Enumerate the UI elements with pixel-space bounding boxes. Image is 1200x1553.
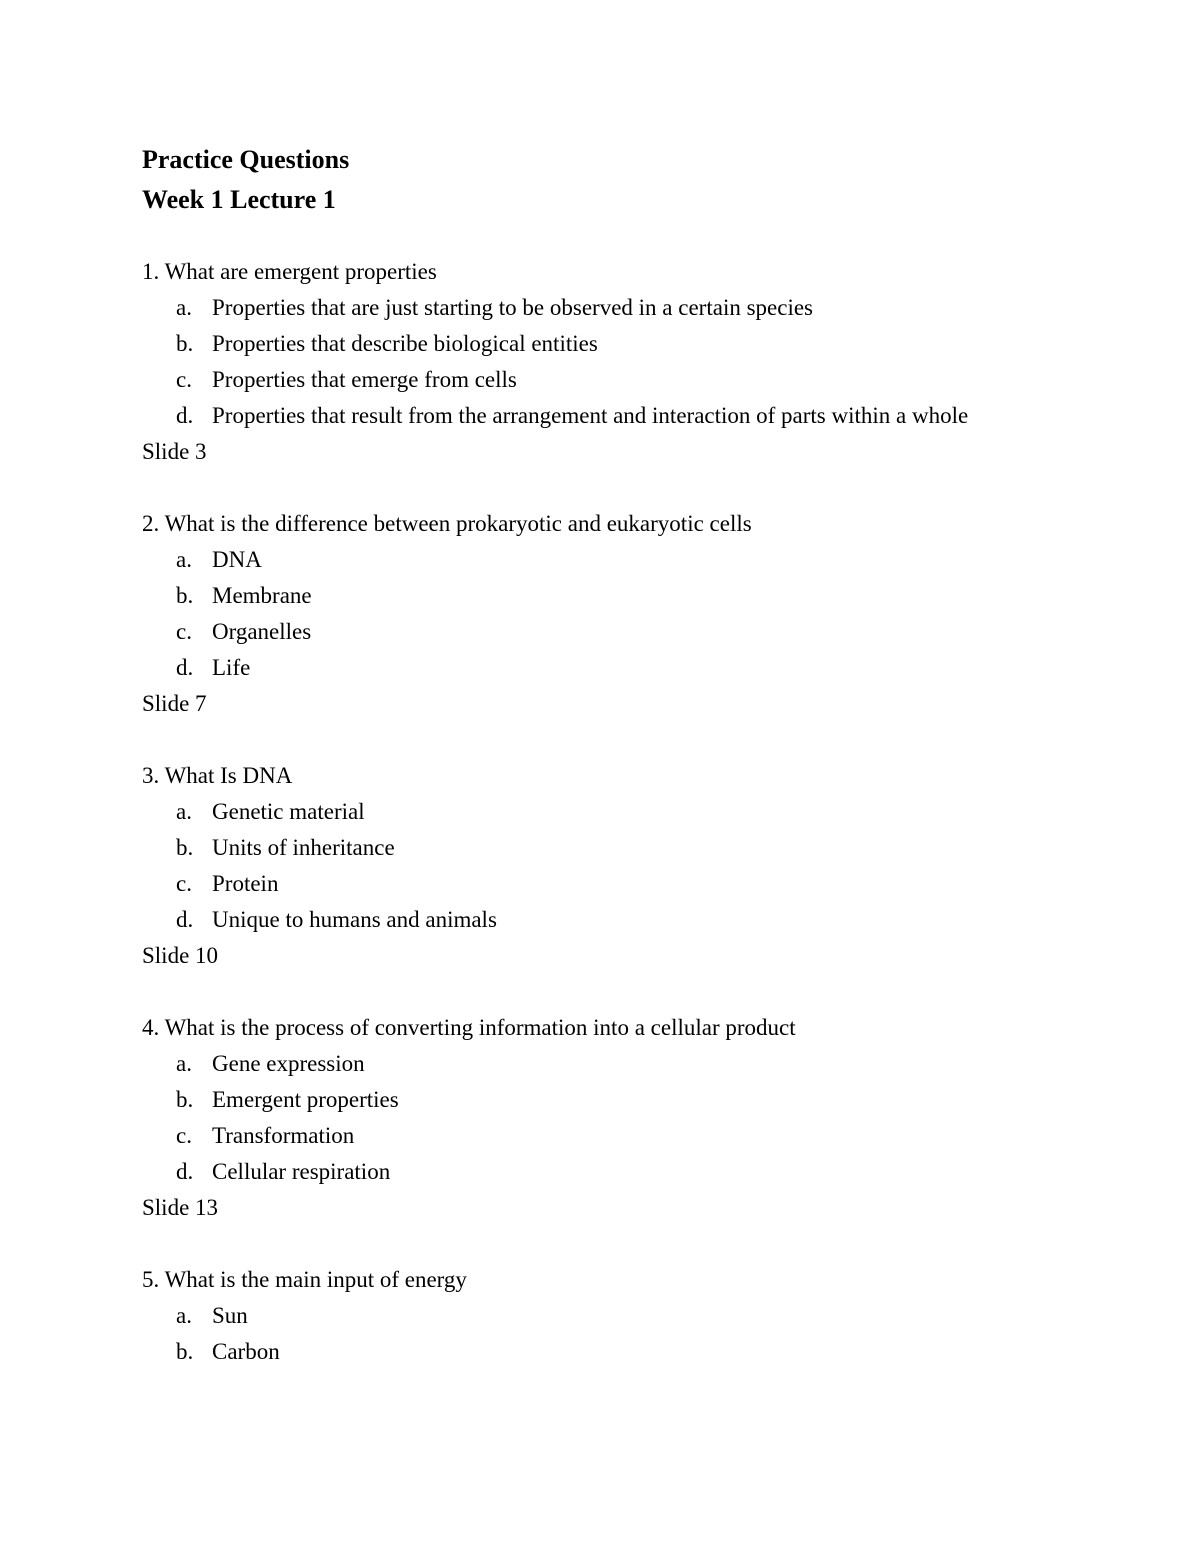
option-text: Gene expression [212, 1051, 365, 1076]
question-list [142, 254, 1062, 1370]
question-number: 1. [142, 259, 160, 284]
option-text: Cellular respiration [212, 1159, 391, 1184]
answer-option [142, 1334, 1042, 1370]
option-text: DNA [212, 547, 262, 572]
option-letter: a. [176, 295, 192, 320]
answer-option [142, 1082, 1042, 1118]
question-gap [142, 470, 1062, 506]
option-text: Properties that emerge from cells [212, 367, 517, 392]
option-letter: d. [176, 655, 194, 680]
answer-option [142, 326, 1042, 362]
answer-option [142, 398, 1042, 434]
option-letter: b. [176, 331, 194, 356]
question-text [142, 758, 1062, 794]
question-prompt: What is the difference between prokaryotic and eukaryotic cells [164, 511, 752, 536]
question-block [142, 254, 1062, 470]
answer-option [142, 650, 1042, 686]
option-letter: c. [176, 871, 192, 896]
option-text: Unique to humans and animals [212, 907, 497, 932]
option-text: Emergent properties [212, 1087, 399, 1112]
option-text: Life [212, 655, 251, 680]
question-text [142, 1262, 1062, 1298]
option-letter: a. [176, 1303, 192, 1328]
option-text: Transformation [212, 1123, 355, 1148]
slide-reference: Slide 10 [142, 943, 219, 968]
option-text: Properties that result from the arrangement and interaction of parts within a whole [212, 403, 969, 428]
option-text: Properties that describe biological entities [212, 331, 598, 356]
answer-option [142, 614, 1042, 650]
option-letter: b. [176, 1087, 194, 1112]
option-letter: b. [176, 1339, 194, 1364]
option-letter: a. [176, 799, 192, 824]
answer-options [142, 542, 1062, 686]
answer-option [142, 1154, 1042, 1190]
option-text: Properties that are just starting to be observed in a certain species [212, 295, 813, 320]
answer-option [142, 794, 1042, 830]
answer-option [142, 1046, 1042, 1082]
question-gap [142, 1226, 1062, 1262]
answer-options [142, 1046, 1062, 1190]
question-text [142, 1010, 1062, 1046]
question-number: 3. [142, 763, 160, 788]
option-text: Organelles [212, 619, 312, 644]
question-gap [142, 974, 1062, 1010]
question-gap [142, 722, 1062, 758]
question-block [142, 1010, 1062, 1226]
question-prompt: What is the process of converting information into a cellular product [164, 1015, 796, 1040]
question-prompt: What are emergent properties [164, 259, 437, 284]
slide-reference: Slide 7 [142, 691, 207, 716]
option-letter: d. [176, 907, 194, 932]
answer-option [142, 1118, 1042, 1154]
answer-option [142, 578, 1042, 614]
answer-options [142, 290, 1062, 434]
question-number: 4. [142, 1015, 160, 1040]
option-letter: d. [176, 1159, 194, 1184]
document-body [142, 140, 1062, 1370]
question-prompt: What Is DNA [164, 763, 293, 788]
option-text: Protein [212, 871, 279, 896]
answer-option [142, 542, 1042, 578]
question-block [142, 506, 1062, 722]
option-text: Genetic material [212, 799, 365, 824]
question-number: 2. [142, 511, 160, 536]
question-block [142, 758, 1062, 974]
option-letter: a. [176, 547, 192, 572]
option-letter: c. [176, 367, 192, 392]
question-prompt: What is the main input of energy [164, 1267, 467, 1292]
answer-option [142, 1298, 1042, 1334]
answer-option [142, 830, 1042, 866]
option-letter: b. [176, 835, 194, 860]
title-spacer [142, 220, 1062, 254]
answer-option [142, 362, 1042, 398]
document-subtitle: Week 1 Lecture 1 [142, 185, 336, 214]
question-number: 5. [142, 1267, 160, 1292]
option-letter: b. [176, 583, 194, 608]
option-letter: a. [176, 1051, 192, 1076]
answer-options [142, 1298, 1062, 1370]
answer-option [142, 902, 1042, 938]
option-text: Units of inheritance [212, 835, 395, 860]
option-letter: c. [176, 619, 192, 644]
answer-options [142, 794, 1062, 938]
question-text [142, 254, 1062, 290]
option-text: Membrane [212, 583, 312, 608]
option-letter: c. [176, 1123, 192, 1148]
option-text: Sun [212, 1303, 248, 1328]
answer-option [142, 290, 1042, 326]
question-block [142, 1262, 1062, 1370]
answer-option [142, 866, 1042, 902]
slide-reference: Slide 3 [142, 439, 207, 464]
slide-reference: Slide 13 [142, 1195, 219, 1220]
document-title: Practice Questions [142, 145, 350, 174]
option-letter: d. [176, 403, 194, 428]
option-text: Carbon [212, 1339, 280, 1364]
question-text [142, 506, 1062, 542]
